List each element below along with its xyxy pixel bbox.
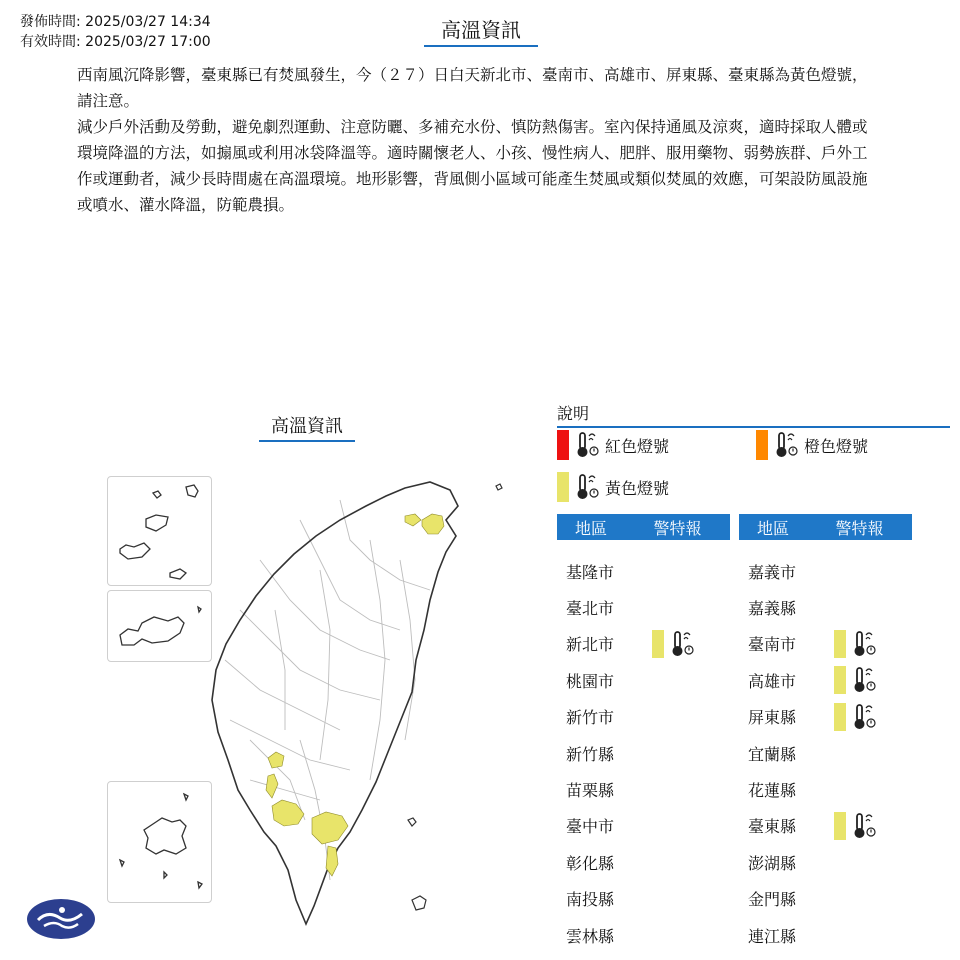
thermometer-icon [670,629,694,659]
thermometer-icon [575,472,599,502]
region-name: 花蓮縣 [748,780,797,800]
col-warning-header: 警特報 [653,518,702,538]
cwa-logo [26,898,96,940]
legend-yellow [557,472,669,502]
region-name: 雲林縣 [566,926,615,946]
table-row [557,771,652,807]
region-name: 高雄市 [748,671,797,691]
table-row [557,626,700,662]
valid-time: 有效時間: 2025/03/27 17:00 [20,34,211,50]
description-para-1: 西南風沉降影響，臺東縣已有焚風發生，今（２７）日白天新北市、臺南市、高雄市、屏東縣、臺東縣為黃色燈號，請注意。 [77,66,868,110]
table-row [557,589,652,625]
region-name: 嘉義市 [748,562,797,582]
region-name: 桃園市 [566,671,615,691]
red-swatch [557,430,569,460]
region-name: 南投縣 [566,890,615,910]
region-name: 基隆市 [566,562,615,582]
taitung-warning-area [326,846,338,876]
region-name: 臺南市 [748,635,797,655]
table-row [557,553,652,589]
green-island-shape [408,818,416,826]
table-row [739,626,882,662]
region-name: 澎湖縣 [748,853,797,873]
orchid-island-shape [412,896,426,910]
legend-yellow-label: 黃色燈號 [605,478,670,498]
turtle-island-shape [496,484,502,490]
thermometer-icon [852,629,876,659]
table-row [557,699,652,735]
table-row [739,881,834,917]
region-name: 臺北市 [566,598,615,618]
legend-title: 說明 [557,401,950,428]
region-name: 臺東縣 [748,817,797,837]
legend-red-label: 紅色燈號 [605,436,670,456]
region-name: 新竹縣 [566,744,615,764]
table-row [739,589,834,625]
table-row [557,735,652,771]
offshore-islands [408,484,502,910]
issue-time: 發佈時間: 2025/03/27 14:34 [20,14,211,30]
map-title: 高溫資訊 [259,412,355,442]
region-name: 新竹市 [566,708,615,728]
table-row [739,808,882,844]
yellow-warning-bar [834,630,846,658]
pingtung-warning-area [312,812,348,844]
thermometer-icon [774,430,798,460]
region-name: 嘉義縣 [748,598,797,618]
col-region-header: 地區 [574,518,607,538]
yellow-swatch [557,472,569,502]
thermometer-icon [575,430,599,460]
table-header-left [557,514,730,540]
thermometer-icon [852,665,876,695]
region-name: 屏東縣 [748,708,797,728]
time-info [20,12,211,52]
table-row [739,844,834,880]
new-taipei-warning-area [405,514,444,534]
warning-indicator [652,629,700,659]
legend-red [557,430,669,460]
table-row [557,844,652,880]
thermometer-icon [852,811,876,841]
yellow-warning-bar [652,630,664,658]
warning-indicator [834,665,882,695]
warning-indicator [834,702,882,732]
col-warning-header: 警特報 [835,518,884,538]
table-row [739,553,834,589]
region-name: 彰化縣 [566,853,615,873]
warning-indicator [834,811,882,841]
table-row [557,917,652,953]
warning-indicator [834,629,882,659]
region-name: 新北市 [566,635,615,655]
kaohsiung-warning-area [266,774,304,826]
legend-orange [756,430,868,460]
region-name: 連江縣 [748,926,797,946]
taiwan-map [100,460,520,930]
region-name: 苗栗縣 [566,780,615,800]
tainan-warning-area [268,752,284,768]
legend-orange-label: 橙色燈號 [804,436,869,456]
description-para-2: 減少戶外活動及勞動，避免劇烈運動、注意防曬、多補充水份、慎防熱傷害。室內保持通風及涼爽，適時採取人體或環境降溫的方法，如搧風或利用冰袋降溫等。適時關懷老人、小孩、慢性病人、肥胖、服用藥物、弱勢族群、戶外工作或運動者，減少長時間處在高溫環境。地形影響，背風側小區域可能產生焚風或類似焚風的效應，可架設防風設施或噴水、灌水降溫，防範農損。 [77,118,868,214]
table-row [557,881,652,917]
region-name: 臺中市 [566,817,615,837]
table-row [739,662,882,698]
table-row [739,699,882,735]
region-name: 宜蘭縣 [748,744,797,764]
col-region-header: 地區 [756,518,789,538]
yellow-warning-bar [834,812,846,840]
thermometer-icon [852,702,876,732]
table-row [739,735,834,771]
table-row [557,662,652,698]
orange-swatch [756,430,768,460]
yellow-warning-bar [834,703,846,731]
table-row [739,771,834,807]
table-header-right [739,514,912,540]
table-row [739,917,834,953]
page-title: 高溫資訊 [424,14,538,47]
description [77,62,882,218]
table-row [557,808,652,844]
region-name: 金門縣 [748,890,797,910]
yellow-warning-bar [834,666,846,694]
